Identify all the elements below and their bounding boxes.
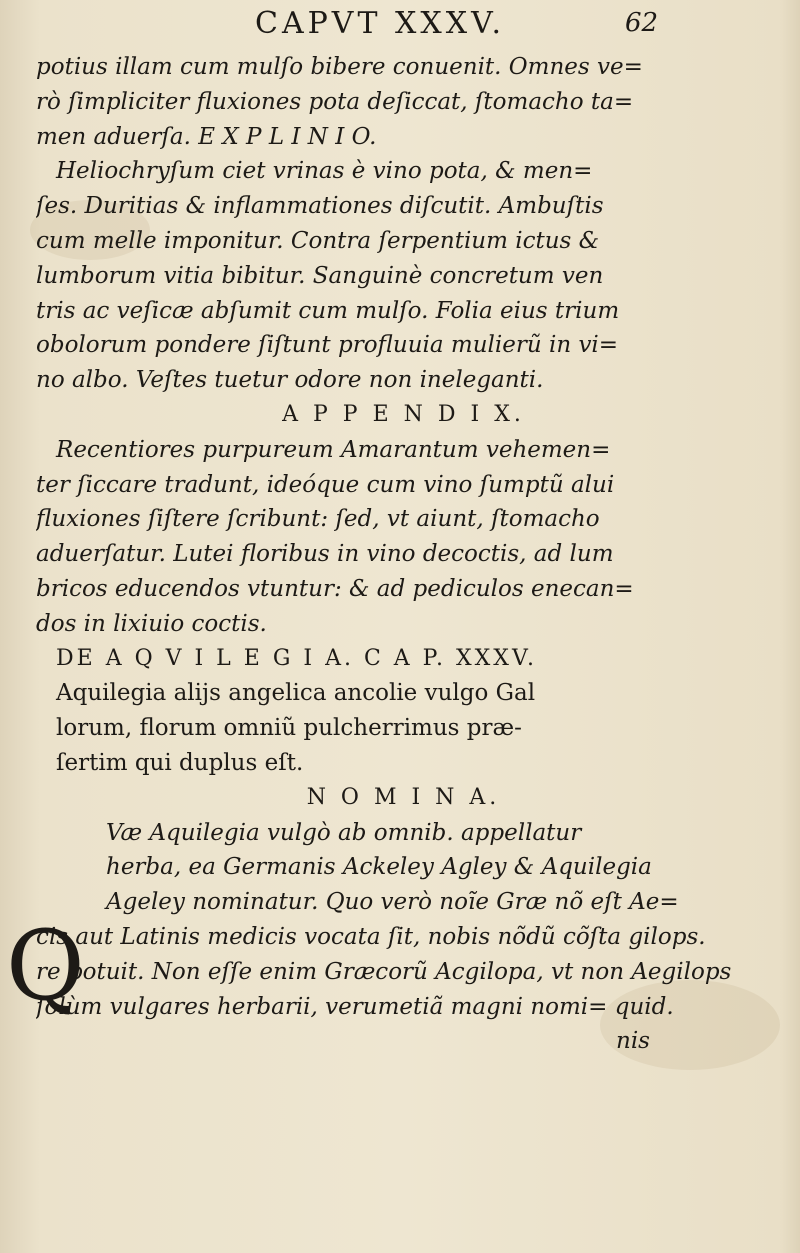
text-line: Væ Aquilegia vulgò ab omnib. appellatur — [106, 819, 582, 846]
text-line: fluxiones ſiſtere ſcribunt: ſed, vt aiunt, ſtomacho — [36, 506, 600, 533]
text-line: aduerſatur. Lutei floribus in vino decoctis, ad lum — [36, 541, 614, 568]
text-line: herba, ea Germanis Ackeley Agley & Aquilegia — [106, 854, 652, 881]
text-line: cis aut Latinis medicis vocata ſit, nobis nõdũ cõſta gilops. — [36, 923, 706, 950]
text-line: cum melle imponitur. Contra ſerpentium ictus & — [36, 227, 600, 254]
text-line: ſolùm vulgares herbarii, verumetiã magni nomi= quid. — [36, 993, 674, 1020]
text-line: lorum, florum omniũ pulcherrimus præ- — [56, 715, 522, 742]
chapter-title: CAPVT XXXV. — [255, 6, 506, 41]
text-line: lumborum vitia bibitur. Sanguinè concretum ven — [36, 262, 604, 289]
text-line: no albo. Veſtes tuetur odore non ineleganti. — [36, 367, 544, 394]
text-line: Aquilegia alijs angelica ancolie vulgo Gal — [56, 680, 536, 707]
text-line: rò ſimpliciter fluxiones pota deſiccat, ſtomacho ta= — [36, 88, 634, 115]
text-line: Recentiores purpureum Amarantum vehemen= — [56, 436, 611, 463]
text-line: tris ac veſicæ abſumit cum mulſo. Folia eius trium — [36, 297, 620, 324]
running-header — [255, 6, 675, 41]
text-line: potius illam cum mulſo bibere conuenit. Omnes ve= — [36, 54, 643, 80]
text-line: Heliochryſum ciet vrinas è vino pota, & men= — [56, 158, 593, 185]
catchword: nis — [616, 1028, 650, 1055]
text-line: ter ſiccare tradunt, ideóque cum vino ſumptũ alui — [36, 471, 615, 498]
text-line: re potuit. Non eſſe enim Græcorũ Acgilopa, vt non Aegilops — [36, 958, 732, 985]
text-line: obolorum pondere ſiſtunt profluuia mulierũ in vi= — [36, 332, 619, 359]
text-line: ſertim qui duplus eſt. — [56, 749, 304, 776]
text-line: ſes. Duritias & inflammationes diſcutit. Ambuſtis — [36, 193, 604, 220]
text-line: dos in lixiuio coctis. — [36, 610, 267, 637]
section-heading-appendix: A P P E N D I X. — [282, 401, 525, 427]
chapter-heading: DE A Q V I L E G I A. C A P. XXXV. — [56, 645, 538, 671]
body-text — [36, 50, 771, 1059]
text-line: men aduerſa. E X P L I N I O. — [36, 123, 377, 150]
drop-capital: Q — [6, 910, 85, 1022]
section-heading-nomina: N O M I N A. — [306, 784, 501, 810]
text-line: bricos educendos vtuntur: & ad pediculos enecan= — [36, 575, 634, 602]
text-line: Ageley nominatur. Quo verò noĩe Græ nõ eſt Ae= — [106, 889, 679, 916]
page-number: 62 — [625, 8, 659, 38]
